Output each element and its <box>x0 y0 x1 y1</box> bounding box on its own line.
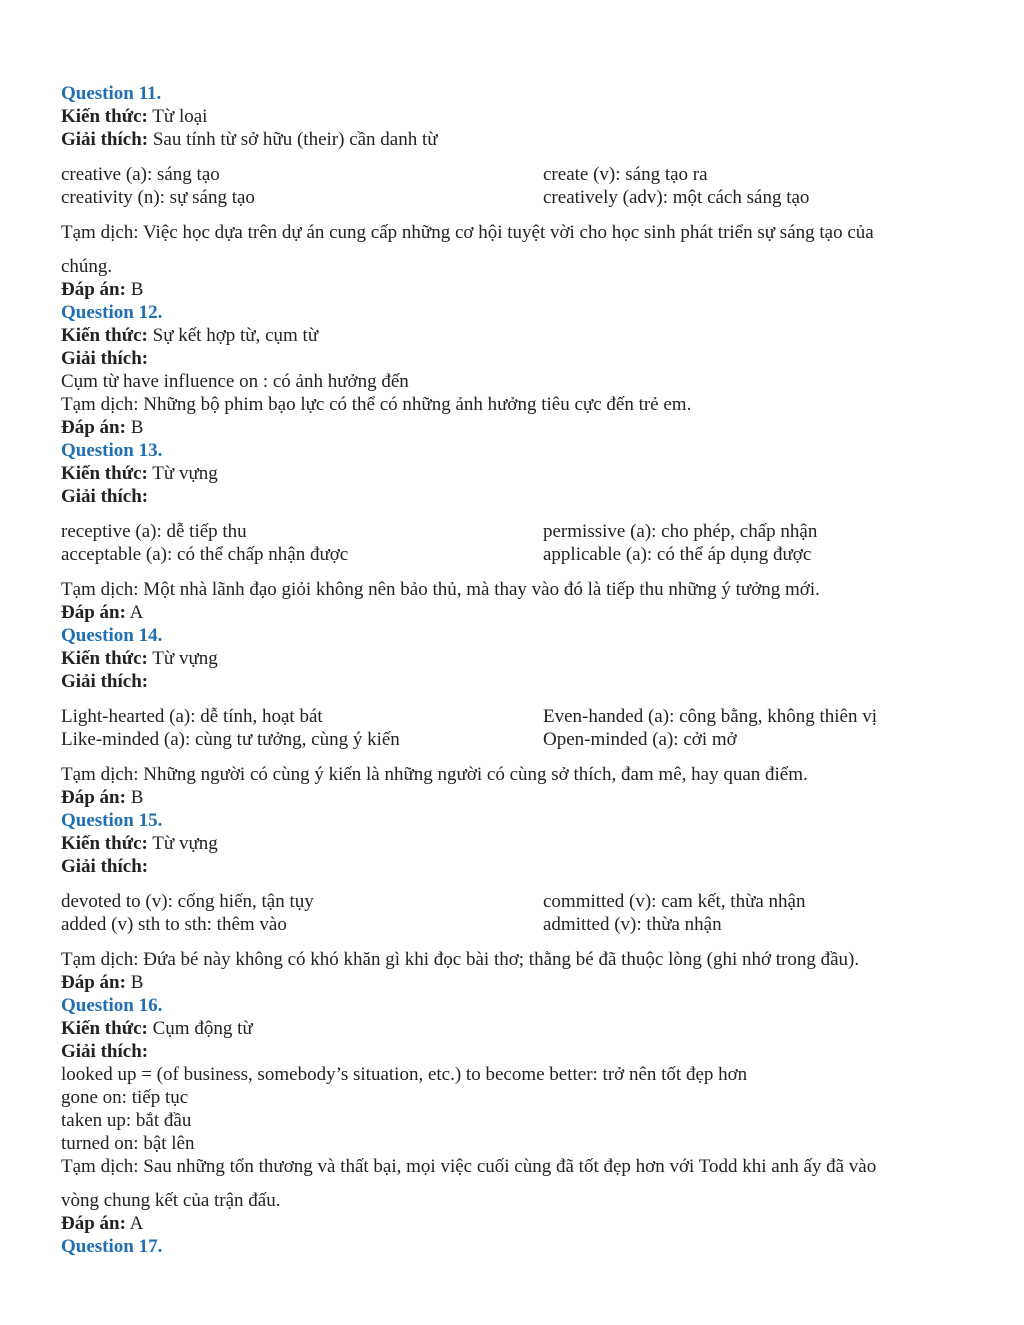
kien-thuc-label: Kiến thức: <box>61 1018 148 1039</box>
option-item: devoted to (v): cống hiến, tận tụy <box>61 891 314 912</box>
dap-an-value: A <box>129 602 144 623</box>
q14-giai-thich-label: Giải thích: <box>61 671 149 692</box>
question-11-title: Question 11. <box>61 83 162 104</box>
dap-an-label: Đáp án: <box>61 279 126 300</box>
q16-dap-an <box>61 1212 961 1235</box>
q16-tam-dich: Tạm dịch: Sau những tổn thương và thất bại, mọi việc cuối cùng đã tốt đẹp hơn với Todd khi anh ấy đã vào <box>61 1156 877 1177</box>
question-13-title: Question 13. <box>61 440 163 461</box>
q14-dap-an <box>61 786 961 809</box>
question-14-title: Question 14. <box>61 625 163 646</box>
option-item: create (v): sáng tạo ra <box>543 164 708 185</box>
kien-thuc-value: Từ loại <box>152 106 208 127</box>
q11-kien-thuc <box>61 105 961 128</box>
option-item: Even-handed (a): công bằng, không thiên vị <box>543 706 877 727</box>
question-16-title: Question 16. <box>61 995 163 1016</box>
q12-explanation-line: Cụm từ have influence on : có ảnh hưởng đến <box>61 371 409 392</box>
option-item: admitted (v): thừa nhận <box>543 914 722 935</box>
dap-an-label: Đáp án: <box>61 1213 126 1234</box>
dap-an-value: A <box>129 1213 144 1234</box>
q12-dap-an <box>61 416 961 439</box>
q11-giai-thich <box>61 128 961 151</box>
q13-tam-dich: Tạm dịch: Một nhà lãnh đạo giỏi không nên bảo thủ, mà thay vào đó là tiếp thu những ý tưởng mới. <box>61 579 820 600</box>
q15-kien-thuc <box>61 832 961 855</box>
q13-dap-an <box>61 601 961 624</box>
q16-explanation-line: looked up = (of business, somebody’s situation, etc.) to become better: trở nên tốt đẹp hơn <box>61 1064 748 1085</box>
dap-an-label: Đáp án: <box>61 787 126 808</box>
option-item: applicable (a): có thể áp dụng được <box>543 544 812 565</box>
q12-kien-thuc <box>61 324 961 347</box>
kien-thuc-value: Cụm động từ <box>152 1018 253 1039</box>
kien-thuc-label: Kiến thức: <box>61 463 148 484</box>
option-item: acceptable (a): có thể chấp nhận được <box>61 544 349 565</box>
giai-thich-value: Sau tính từ sở hữu (their) cần danh từ <box>152 129 438 150</box>
dap-an-value: B <box>130 972 144 993</box>
dap-an-value: B <box>130 417 144 438</box>
kien-thuc-label: Kiến thức: <box>61 648 148 669</box>
dap-an-label: Đáp án: <box>61 417 126 438</box>
option-item: committed (v): cam kết, thừa nhận <box>543 891 806 912</box>
q16-explanation-line: gone on: tiếp tục <box>61 1087 189 1108</box>
question-15-title: Question 15. <box>61 810 163 831</box>
q11-options <box>61 163 961 209</box>
q15-giai-thich-label: Giải thích: <box>61 856 149 877</box>
option-item: Like-minded (a): cùng tư tưởng, cùng ý kiến <box>61 729 400 750</box>
dap-an-label: Đáp án: <box>61 602 126 623</box>
option-item: creativity (n): sự sáng tạo <box>61 187 255 208</box>
option-item: receptive (a): dễ tiếp thu <box>61 521 247 542</box>
dap-an-label: Đáp án: <box>61 972 126 993</box>
kien-thuc-value: Từ vựng <box>152 833 218 854</box>
q14-tam-dich: Tạm dịch: Những người có cùng ý kiến là những người có cùng sở thích, đam mê, hay quan điểm. <box>61 764 808 785</box>
option-item: Open-minded (a): cởi mở <box>543 729 737 750</box>
q11-dap-an <box>61 278 961 301</box>
q16-explanation-line: turned on: bật lên <box>61 1133 195 1154</box>
kien-thuc-value: Từ vựng <box>152 648 218 669</box>
giai-thich-label: Giải thích: <box>61 129 149 150</box>
q16-explanation-line: taken up: bắt đầu <box>61 1110 192 1131</box>
q14-options <box>61 705 961 751</box>
q15-options <box>61 890 961 936</box>
q13-kien-thuc <box>61 462 961 485</box>
q16-tam-dich-cont: vòng chung kết của trận đấu. <box>61 1190 281 1211</box>
option-item: Light-hearted (a): dễ tính, hoạt bát <box>61 706 323 727</box>
dap-an-value: B <box>130 279 144 300</box>
dap-an-value: B <box>130 787 144 808</box>
question-17-title: Question 17. <box>61 1236 163 1257</box>
option-item: added (v) sth to sth: thêm vào <box>61 914 287 935</box>
q12-tam-dich: Tạm dịch: Những bộ phim bạo lực có thể có những ảnh hưởng tiêu cực đến trẻ em. <box>61 394 692 415</box>
q16-giai-thich-label: Giải thích: <box>61 1041 149 1062</box>
kien-thuc-label: Kiến thức: <box>61 833 148 854</box>
q14-kien-thuc <box>61 647 961 670</box>
option-item: permissive (a): cho phép, chấp nhận <box>543 521 818 542</box>
kien-thuc-label: Kiến thức: <box>61 325 148 346</box>
q15-tam-dich: Tạm dịch: Đứa bé này không có khó khăn gì khi đọc bài thơ; thằng bé đã thuộc lòng (ghi nhớ trong đầu). <box>61 949 860 970</box>
kien-thuc-value: Từ vựng <box>152 463 218 484</box>
q11-tam-dich-cont: chúng. <box>61 256 113 277</box>
q16-kien-thuc <box>61 1017 961 1040</box>
kien-thuc-label: Kiến thức: <box>61 106 148 127</box>
q13-options <box>61 520 961 566</box>
kien-thuc-value: Sự kết hợp từ, cụm từ <box>152 325 319 346</box>
document-content <box>61 82 961 1258</box>
option-item: creatively (adv): một cách sáng tạo <box>543 187 810 208</box>
q12-giai-thich-label: Giải thích: <box>61 348 149 369</box>
q13-giai-thich-label: Giải thích: <box>61 486 149 507</box>
q11-tam-dich: Tạm dịch: Việc học dựa trên dự án cung cấp những cơ hội tuyệt vời cho học sinh phát triển sự sáng tạo của <box>61 222 874 243</box>
question-12-title: Question 12. <box>61 302 163 323</box>
option-item: creative (a): sáng tạo <box>61 164 220 185</box>
q15-dap-an <box>61 971 961 994</box>
